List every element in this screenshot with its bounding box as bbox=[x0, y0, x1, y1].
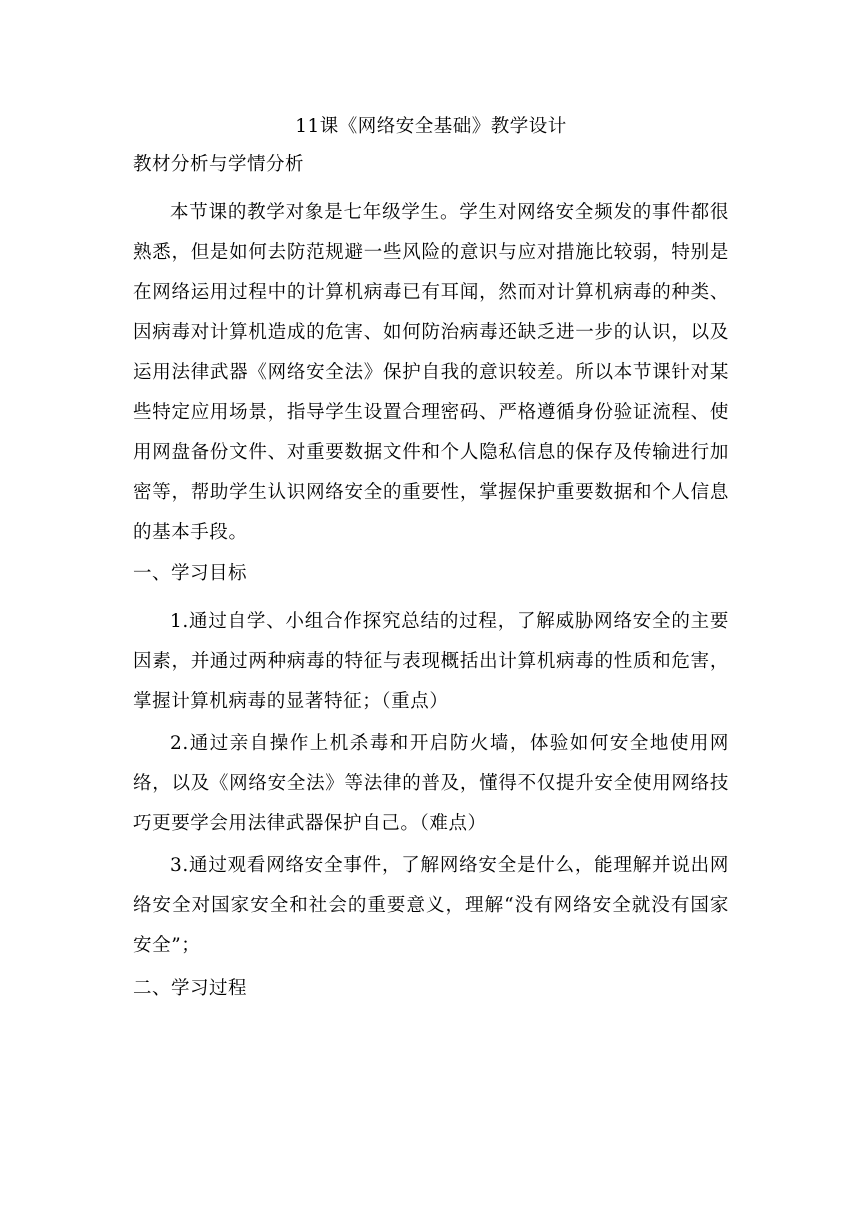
document-body bbox=[133, 108, 729, 1008]
analysis-heading: 教材分析与学情分析 bbox=[133, 154, 305, 175]
section-heading-process: 二、学习过程 bbox=[133, 978, 248, 999]
section-heading-objectives: 一、学习目标 bbox=[133, 563, 248, 584]
document-title: 11课《网络安全基础》教学设计 bbox=[295, 116, 567, 137]
objective-paragraph: 2.通过亲自操作上机杀毒和开启防火墙，体验如何安全地使用网络，以及《网络安全法》等法律的普及，懂得不仅提升安全使用网络技巧更要学会用法律武器保护自己。（难点） bbox=[133, 733, 729, 834]
objective-paragraph: 1.通过自学、小组合作探究总结的过程，了解威胁网络安全的主要因素，并通过两种病毒的特征与表现概括出计算机病毒的性质和危害，掌握计算机病毒的显著特征；（重点） bbox=[133, 611, 729, 712]
analysis-paragraph: 本节课的教学对象是七年级学生。学生对网络安全频发的事件都很熟悉，但是如何去防范规避一些风险的意识与应对措施比较弱，特别是在网络运用过程中的计算机病毒已有耳闻，然而对计算机病毒的种类、因病毒对计算机造成的危害、如何防治病毒还缺乏进一步的认识，以及运用法律武器《网络安全法》保护自我的意识较差。所以本节课针对某些特定应用场景，指导学生设置合理密码、严格遵循身份验证流程、使用网盘备份文件、对重要数据文件和个人隐私信息的保存及传输进行加密等，帮助学生认识网络安全的重要性，掌握保护重要数据和个人信息的基本手段。 bbox=[133, 202, 729, 543]
objective-paragraph: 3.通过观看网络安全事件，了解网络安全是什么，能理解并说出网络安全对国家安全和社会的重要意义，理解“没有网络安全就没有国家安全”； bbox=[133, 855, 729, 956]
